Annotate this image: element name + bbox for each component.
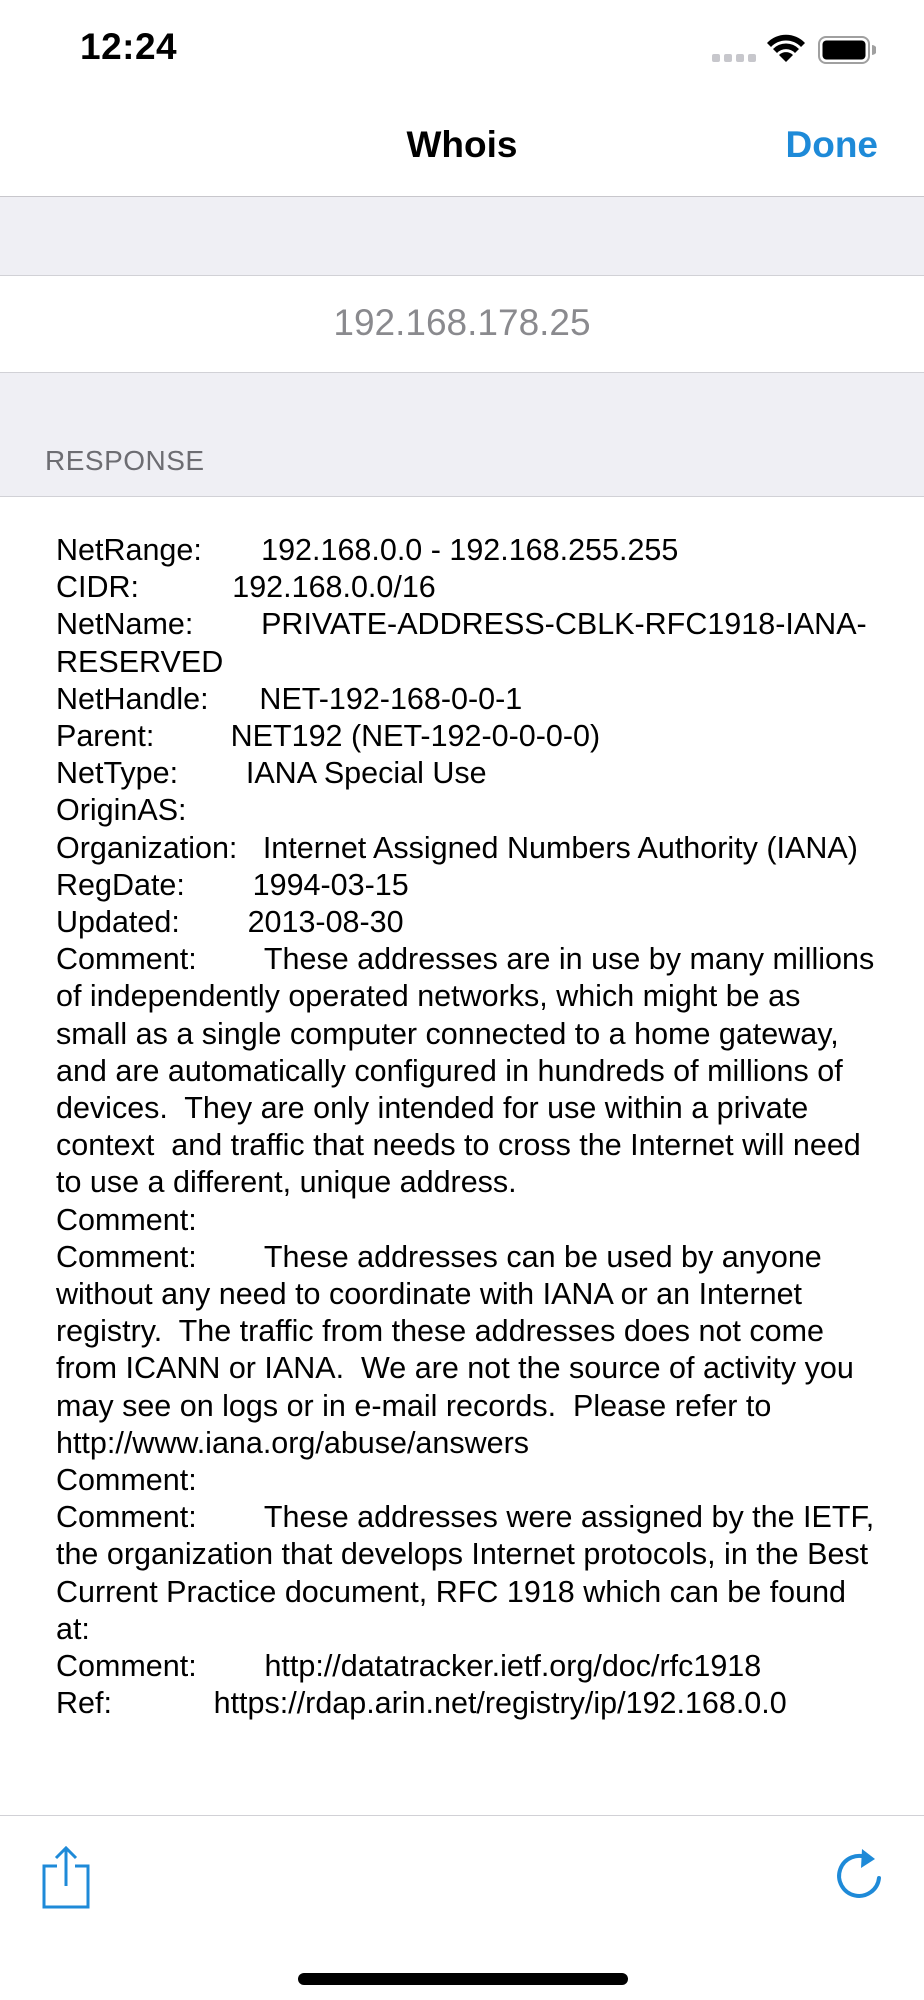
ip-address-field[interactable] bbox=[0, 298, 924, 348]
navigation-bar bbox=[0, 100, 924, 197]
nav-title: Whois bbox=[406, 124, 518, 165]
home-indicator bbox=[298, 1973, 628, 1985]
response-section-band bbox=[0, 373, 924, 497]
status-bar bbox=[0, 0, 924, 100]
cellular-signal-icon bbox=[712, 53, 756, 63]
response-section-header: RESPONSE bbox=[45, 445, 205, 476]
refresh-icon[interactable] bbox=[832, 1846, 886, 1902]
response-text-view[interactable] bbox=[0, 497, 924, 1816]
section-spacer bbox=[0, 197, 924, 276]
ip-query-row bbox=[0, 276, 924, 373]
share-icon[interactable] bbox=[40, 1844, 92, 1910]
status-time: 12:24 bbox=[80, 26, 178, 67]
wifi-icon bbox=[766, 34, 806, 64]
battery-icon bbox=[818, 36, 876, 64]
bottom-toolbar bbox=[0, 1816, 924, 2000]
whois-response-text: NetRange: 192.168.0.0 - 192.168.255.255 CIDR: 192.168.0.0/16 NetName: PRIVATE-ADDRESS-CBLK-RFC1918-IANA-RESERVED NetHandle: NET-192-168-0-0-1 Parent: NET192 (NET-192-0-0-0-0) NetType: IANA Special Use OriginAS: Organization: Internet Assigned Numbers Authority (IANA) RegDate: 1994-03-15 Updated: 2013-08-30 Comment: These addresses are in use by many millions of independently operated networks, which might be as small as a single computer connected to a home gateway, and are automatically configured in hundreds of millions of devices. They are only intended for use within a private context and traffic that needs to cross the Internet will need to use a different, unique address. Comment: Comment: These addresses can be used by anyone without any need to coordinate with IANA or an Internet registry. The traffic from these addresses does not come from ICANN or IANA. We are not the source of activity you may see on logs or in e-mail records. Please refer to http://www.iana.org/abuse/answers Comment: Comment: These addresses were assigned by the IETF, the organization that develops Internet protocols, in the Best Current Practice document, RFC 1918 which can be found at: Comment: http://datatracker.ietf.org/doc/rfc1918 Ref: https://rdap.arin.net/registry/ip/192.168.0.0 bbox=[56, 533, 875, 1721]
done-button[interactable]: Done bbox=[785, 124, 878, 165]
